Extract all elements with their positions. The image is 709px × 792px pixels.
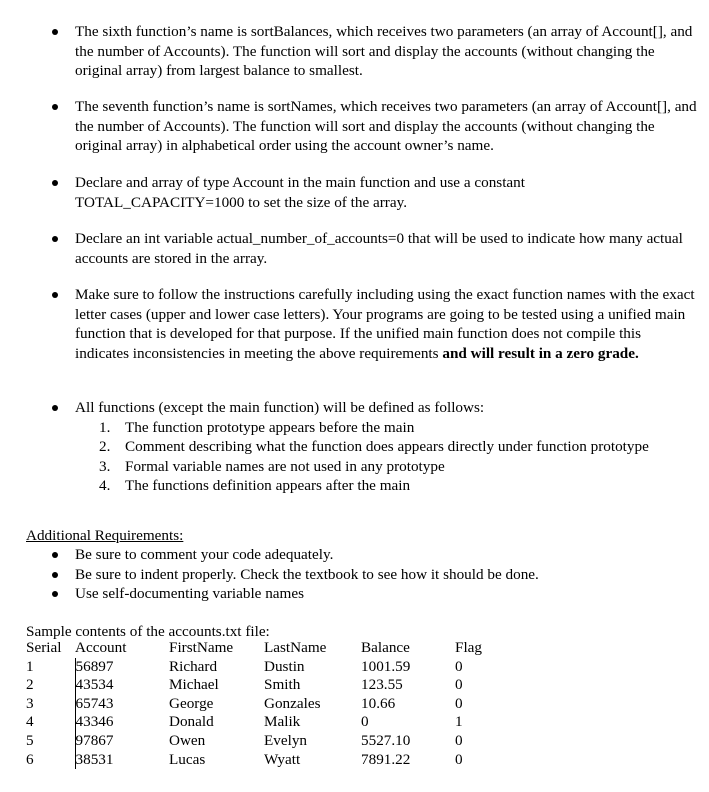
cell-firstname: Donald [169,713,214,731]
bullet-dot-icon [52,29,58,35]
cell-firstname: Richard [169,657,218,675]
cell-firstname: George [169,694,214,712]
cell-serial: 1 [26,658,75,677]
list-item-text: Use self-documenting variable names [75,585,304,602]
table-row [26,658,495,677]
bullet-dot-icon [52,572,58,578]
item-text: The functions definition appears after the main [125,477,411,494]
accounts-table [26,639,495,769]
cell-flag: 0 [455,731,463,749]
cell-lastname: Wyatt [264,750,301,768]
cell-account: 43534 [75,676,114,694]
cell-account: 38531 [75,750,114,768]
cell-balance: 10.66 [361,694,396,712]
bullet-bold-warning: and will result in a zero grade. [442,344,639,362]
bullet-declare-int [75,229,697,268]
bullet-sort-names [75,97,697,156]
bullet-dot-icon [52,405,58,411]
bullet-text: The seventh function’s name is sortNames, which receives two parameters (an array of Account[], and the number of Accounts). The function will sort and display the accounts (without changing the original array) in alphabetical order using the account owner’s name. [75,98,697,154]
bullet-text: The sixth function’s name is sortBalances, which receives two parameters (an array of Account[], and the number of Accounts). The function will sort and display the accounts (without changing the original array) from largest balance to smallest. [75,23,693,79]
cell-balance: 0 [361,713,369,731]
list-item-text: Be sure to indent properly. Check the textbook to see how it should be done. [75,565,539,583]
cell-firstname: Lucas [169,750,206,768]
numbered-item [99,476,697,496]
bullet-dot-icon [52,292,58,298]
cell-flag: 0 [455,657,463,675]
cell-account: 43346 [75,713,114,731]
bullet-sort-balances [75,22,697,81]
numbered-list [99,418,697,496]
cell-lastname: Gonzales [264,694,321,712]
table-row [26,751,495,770]
cell-account: 97867 [75,731,114,749]
bullet-text: Declare and array of type Account in the main function and use a constant TOTAL_CAPACITY=1000 to set the size of the array. [75,174,525,211]
cell-serial: 3 [26,695,75,714]
cell-serial: 5 [26,732,75,751]
item-number: 4. [99,477,111,494]
bullet-dot-icon [52,552,58,558]
cell-balance: 7891.22 [361,750,411,768]
bullet-text: All functions (except the main function) will be defined as follows: [75,399,485,416]
table-header-row [26,639,495,658]
cell-flag: 0 [455,694,463,712]
numbered-item [99,437,697,457]
list-item [75,565,697,585]
cell-firstname: Owen [169,731,206,749]
table-row [26,713,495,732]
bullet-normal-text: Make sure to follow the instructions carefully including using the exact function names with the exact letter cases (upper and lower case letters). Your programs are going to be tested using a unified main function that is developed for that purpose. If the unified main function does not compile this indicates inconsistencies in meeting the above requirements [75,286,695,362]
header-account: Account [75,639,127,656]
cell-serial: 4 [26,713,75,732]
list-item [75,545,697,565]
cell-serial: 6 [26,751,75,770]
cell-flag: 0 [455,750,463,768]
item-text: Comment describing what the function does appears directly under function prototype [125,438,649,455]
table-row [26,732,495,751]
cell-lastname: Dustin [264,657,305,675]
item-number: 1. [99,418,111,436]
bullet-text [75,285,697,363]
cell-lastname: Malik [264,713,301,731]
cell-lastname: Evelyn [264,731,308,749]
bullet-text: Declare an int variable actual_number_of_accounts=0 that will be used to indicate how many actual accounts are stored in the array. [75,230,683,267]
bullet-declare-array [75,173,697,212]
numbered-item [99,418,697,438]
bullet-dot-icon [52,591,58,597]
numbered-item [99,457,697,477]
list-item-text: Be sure to comment your code adequately. [75,546,334,563]
item-text: Formal variable names are not used in any prototype [125,457,445,475]
additional-requirements-title: Additional Requirements: [26,527,184,544]
cell-firstname: Michael [169,676,219,694]
cell-flag: 0 [455,676,463,694]
header-flag: Flag [455,639,483,656]
item-number: 3. [99,457,111,475]
cell-serial: 2 [26,676,75,695]
bullet-dot-icon [52,104,58,110]
header-lastname: LastName [264,639,327,656]
sample-contents-title: Sample contents of the accounts.txt file: [26,623,270,640]
cell-account: 56897 [75,657,114,675]
bullet-dot-icon [52,180,58,186]
header-firstname: FirstName [169,639,234,656]
item-text: The function prototype appears before the main [125,418,415,436]
cell-flag: 1 [455,713,463,731]
bullet-dot-icon [52,236,58,242]
additional-requirements-list [75,545,697,604]
cell-balance: 1001.59 [361,657,411,675]
header-serial: Serial [26,639,62,656]
cell-lastname: Smith [264,676,301,694]
list-item [75,584,697,604]
cell-balance: 5527.10 [361,731,411,749]
header-balance: Balance [361,639,410,656]
bullet-functions-defined [75,398,697,496]
table-row [26,695,495,714]
cell-account: 65743 [75,694,114,712]
item-number: 2. [99,438,111,455]
cell-balance: 123.55 [361,676,403,694]
bullet-instructions [75,285,697,363]
table-row [26,676,495,695]
